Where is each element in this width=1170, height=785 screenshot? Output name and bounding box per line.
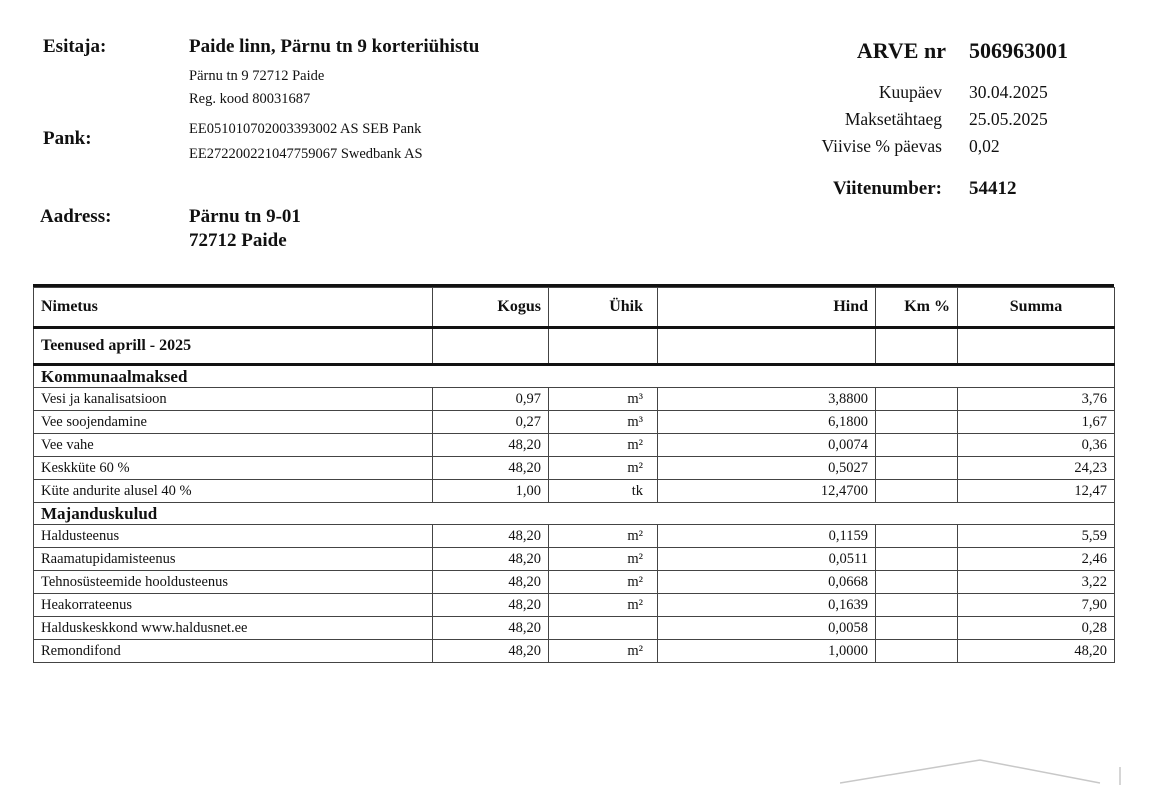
cell-unit <box>549 617 658 640</box>
bank-account-1: EE051010702003393002 AS SEB Pank <box>189 121 422 137</box>
invoice-date-label: Kuupäev <box>878 82 942 102</box>
cell-qty: 48,20 <box>433 617 549 640</box>
cell-sum: 12,47 <box>958 480 1115 503</box>
cell-unit: m³ <box>549 411 658 434</box>
cell-name: Haldusteenus <box>34 525 433 548</box>
cell-qty: 48,20 <box>433 457 549 480</box>
cell-price: 3,8800 <box>658 388 876 411</box>
issuer-address: Pärnu tn 9 72712 Paide <box>189 68 325 84</box>
invoice-due-label: Maksetähtaeg <box>844 109 942 129</box>
issuer-label: Esitaja: <box>43 36 107 57</box>
cell-name: Vee vahe <box>34 434 433 457</box>
cell-qty: 48,20 <box>433 571 549 594</box>
column-header-name: Nimetus <box>34 288 433 328</box>
customer-address-label: Aadress: <box>40 206 112 227</box>
invoice-title: ARVE nr <box>856 38 946 63</box>
cell-unit: m² <box>549 594 658 617</box>
cell-vat <box>876 480 958 503</box>
table-row <box>34 548 1115 571</box>
cell-price: 0,1159 <box>658 525 876 548</box>
table-row <box>34 617 1115 640</box>
cell-name: Vesi ja kanalisatsioon <box>34 388 433 411</box>
cell-unit: m² <box>549 640 658 663</box>
cell-price: 0,0058 <box>658 617 876 640</box>
cell-vat <box>876 640 958 663</box>
cell-unit: m² <box>549 571 658 594</box>
cell-vat <box>876 525 958 548</box>
items-table <box>33 287 1115 663</box>
issuer-reg-code: Reg. kood 80031687 <box>189 91 311 107</box>
cell-sum: 48,20 <box>958 640 1115 663</box>
cell-unit: m² <box>549 548 658 571</box>
section-header-row <box>34 503 1115 525</box>
cell-price: 0,0511 <box>658 548 876 571</box>
period-label: Teenused aprill - 2025 <box>34 328 433 365</box>
section-title: Kommunaalmaksed <box>34 365 1115 388</box>
page-corner-watermark <box>840 755 1140 785</box>
cell-name: Halduskeskkond www.haldusnet.ee <box>34 617 433 640</box>
cell-sum: 3,22 <box>958 571 1115 594</box>
table-row <box>34 388 1115 411</box>
customer-address-line2: 72712 Paide <box>189 230 287 251</box>
cell-price: 0,0074 <box>658 434 876 457</box>
cell-unit: m² <box>549 525 658 548</box>
cell-sum: 7,90 <box>958 594 1115 617</box>
period-row <box>34 328 1115 365</box>
cell-price: 0,0668 <box>658 571 876 594</box>
cell-price: 12,4700 <box>658 480 876 503</box>
cell-qty: 48,20 <box>433 548 549 571</box>
cell-name: Heakorrateenus <box>34 594 433 617</box>
cell-name: Tehnosüsteemide hooldusteenus <box>34 571 433 594</box>
items-table-header <box>34 288 1115 328</box>
cell-unit: tk <box>549 480 658 503</box>
cell-price: 0,5027 <box>658 457 876 480</box>
cell-vat <box>876 411 958 434</box>
cell-sum: 1,67 <box>958 411 1115 434</box>
invoice-due-date: 25.05.2025 <box>969 109 1048 129</box>
invoice-ref-number: 54412 <box>969 178 1017 199</box>
invoice-number: 506963001 <box>969 38 1068 63</box>
cell-vat <box>876 594 958 617</box>
cell-vat <box>876 388 958 411</box>
column-header-price: Hind <box>658 288 876 328</box>
cell-qty: 0,27 <box>433 411 549 434</box>
table-row <box>34 640 1115 663</box>
cell-qty: 48,20 <box>433 594 549 617</box>
cell-price: 6,1800 <box>658 411 876 434</box>
cell-price: 0,1639 <box>658 594 876 617</box>
column-header-sum: Summa <box>958 288 1115 328</box>
table-row <box>34 480 1115 503</box>
cell-vat <box>876 457 958 480</box>
column-header-vat: Km % <box>876 288 958 328</box>
table-row <box>34 411 1115 434</box>
cell-qty: 48,20 <box>433 640 549 663</box>
customer-address-line1: Pärnu tn 9-01 <box>189 206 301 227</box>
table-row <box>34 457 1115 480</box>
cell-vat <box>876 571 958 594</box>
cell-qty: 0,97 <box>433 388 549 411</box>
bank-label: Pank: <box>43 128 92 149</box>
section-title: Majanduskulud <box>34 503 1115 525</box>
cell-sum: 0,36 <box>958 434 1115 457</box>
cell-name: Remondifond <box>34 640 433 663</box>
cell-sum: 5,59 <box>958 525 1115 548</box>
invoice-penalty-label: Viivise % päevas <box>821 136 942 156</box>
cell-name: Keskküte 60 % <box>34 457 433 480</box>
column-header-quantity: Kogus <box>433 288 549 328</box>
cell-sum: 24,23 <box>958 457 1115 480</box>
invoice-penalty: 0,02 <box>969 136 1000 156</box>
bank-account-2: EE272200221047759067 Swedbank AS <box>189 146 423 162</box>
cell-vat <box>876 617 958 640</box>
cell-name: Küte andurite alusel 40 % <box>34 480 433 503</box>
cell-qty: 48,20 <box>433 434 549 457</box>
cell-sum: 3,76 <box>958 388 1115 411</box>
cell-sum: 0,28 <box>958 617 1115 640</box>
invoice-ref-label: Viitenumber: <box>832 178 942 199</box>
table-row <box>34 571 1115 594</box>
cell-price: 1,0000 <box>658 640 876 663</box>
invoice-date: 30.04.2025 <box>969 82 1048 102</box>
cell-vat <box>876 434 958 457</box>
issuer-name: Paide linn, Pärnu tn 9 korteriühistu <box>189 36 480 57</box>
cell-sum: 2,46 <box>958 548 1115 571</box>
cell-unit: m² <box>549 457 658 480</box>
cell-name: Raamatupidamisteenus <box>34 548 433 571</box>
cell-name: Vee soojendamine <box>34 411 433 434</box>
table-row <box>34 594 1115 617</box>
cell-qty: 1,00 <box>433 480 549 503</box>
cell-qty: 48,20 <box>433 525 549 548</box>
table-row <box>34 434 1115 457</box>
section-header-row <box>34 365 1115 388</box>
table-row <box>34 525 1115 548</box>
cell-vat <box>876 548 958 571</box>
column-header-unit: Ühik <box>549 288 658 328</box>
cell-unit: m³ <box>549 388 658 411</box>
cell-unit: m² <box>549 434 658 457</box>
